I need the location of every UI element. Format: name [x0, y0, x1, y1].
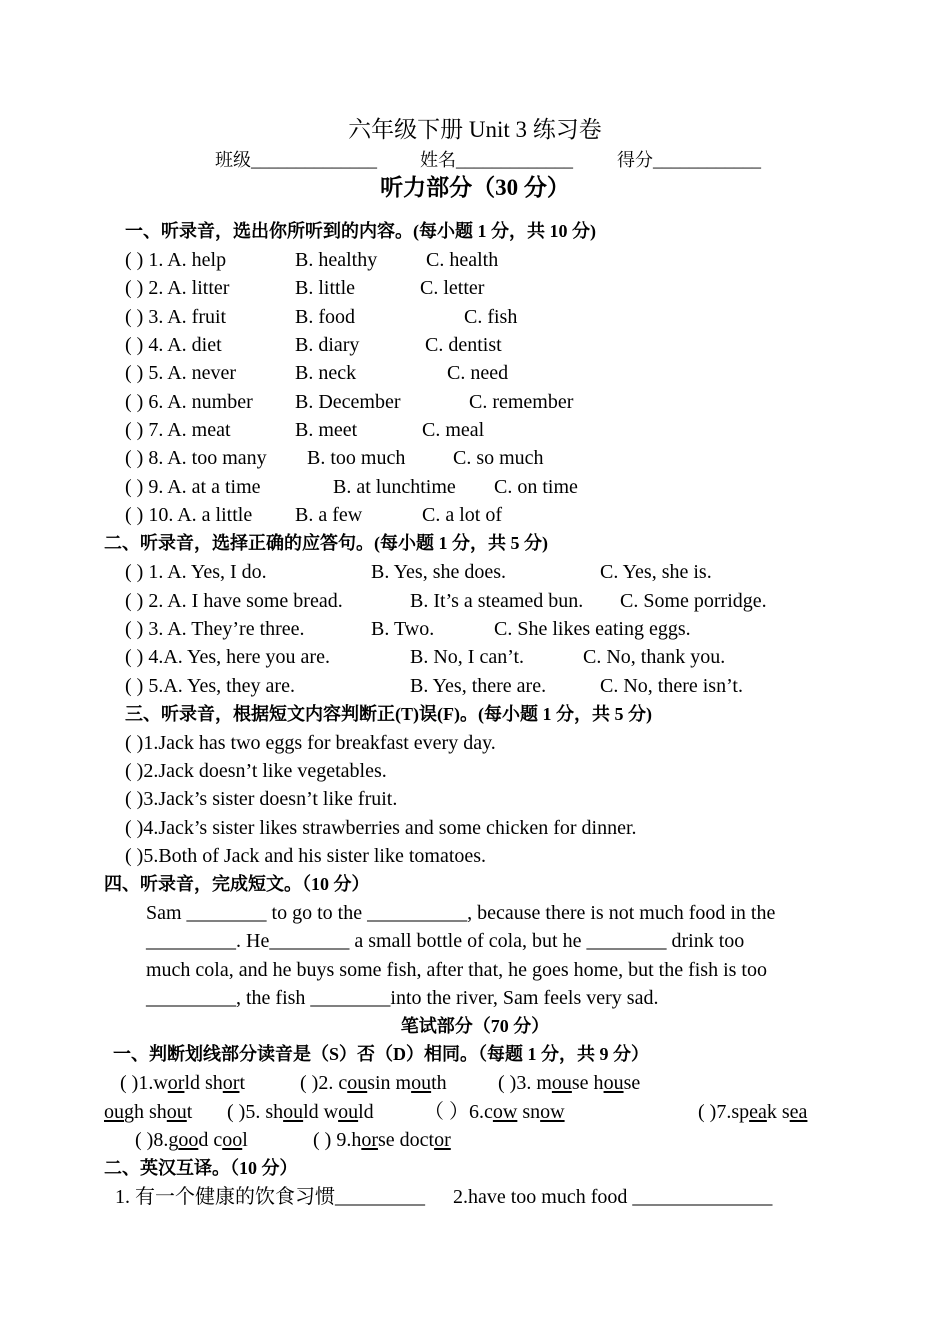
s1-q2-c: C. letter [420, 277, 485, 299]
s3-q2[interactable]: ( )2.Jack doesn’t like vegetables. [125, 760, 387, 782]
s2-q3-b: B. Two. [371, 618, 435, 640]
s3-q4[interactable]: ( )4.Jack’s sister likes strawberries and some chicken for dinner. [125, 817, 637, 839]
s3-q3[interactable]: ( )3.Jack’s sister doesn’t like fruit. [125, 788, 398, 810]
w2-q2[interactable]: 2.have too much food ______________ [453, 1186, 773, 1208]
section4-heading: 四、听录音，完成短文。（10 分） [104, 874, 370, 894]
s1-q10[interactable]: ( ) 10. A. a little [125, 504, 253, 526]
w1-q1[interactable]: ( )1.world short [120, 1072, 246, 1094]
s1-q9-b: B. at lunchtime [333, 476, 456, 498]
w1-q8[interactable]: ( )8.good cool [135, 1129, 248, 1151]
s1-q10-c: C. a lot of [422, 504, 502, 526]
s1-q3-c: C. fish [464, 306, 518, 328]
s2-q2-c: C. Some porridge. [620, 590, 767, 612]
s2-q4[interactable]: ( ) 4.A. Yes, here you are. [125, 646, 330, 668]
s4-line3: much cola, and he buys some fish, after that, he goes home, but the fish is too [146, 959, 767, 981]
s1-q7[interactable]: ( ) 7. A. meat [125, 419, 231, 441]
s1-q4[interactable]: ( ) 4. A. diet [125, 334, 222, 356]
s1-q2[interactable]: ( ) 2. A. litter [125, 277, 230, 299]
s4-line1[interactable]: Sam ________ to go to the __________, because there is not much food in the [146, 902, 776, 924]
s1-q2-b: B. little [295, 277, 355, 299]
s4-line4[interactable]: _________, the fish ________into the river, Sam feels very sad. [146, 987, 659, 1009]
s1-q9[interactable]: ( ) 9. A. at a time [125, 476, 261, 498]
s2-q1-c: C. Yes, she is. [600, 561, 712, 583]
s1-q6-c: C. remember [469, 391, 574, 413]
w1-q7[interactable]: ( )7.speak sea [698, 1101, 808, 1123]
w1-q2[interactable]: ( )2. cousin mouth [300, 1072, 447, 1094]
s3-q5[interactable]: ( )5.Both of Jack and his sister like tomatoes. [125, 845, 487, 867]
section3-heading: 三、听录音，根据短文内容判断正(T)误(F)。(每小题 1 分，共 5 分) [125, 704, 652, 724]
s3-q1[interactable]: ( )1.Jack has two eggs for breakfast every day. [125, 732, 496, 754]
s1-q4-b: B. diary [295, 334, 360, 356]
s1-q6-b: B. December [295, 391, 401, 413]
s2-q5-c: C. No, there isn’t. [600, 675, 743, 697]
page-title: 六年级下册 Unit 3 练习卷 [348, 117, 602, 142]
s2-q5[interactable]: ( ) 5.A. Yes, they are. [125, 675, 295, 697]
w1-q3[interactable]: ( )3. mouse house [498, 1072, 641, 1094]
s2-q1-b: B. Yes, she does. [371, 561, 507, 583]
s2-q5-b: B. Yes, there are. [410, 675, 547, 697]
s1-q3-b: B. food [295, 306, 355, 328]
score-field[interactable]: 得分____________ [617, 150, 761, 170]
s1-q1-b: B. healthy [295, 249, 378, 271]
s1-q9-c: C. on time [494, 476, 578, 498]
s1-q8[interactable]: ( ) 8. A. too many [125, 447, 267, 469]
s2-q4-b: B. No, I can’t. [410, 646, 525, 668]
written-part-title: 笔试部分（70 分） [400, 1016, 550, 1036]
written2-heading: 二、英汉互译。（10 分） [104, 1158, 298, 1178]
name-field[interactable]: 姓名_____________ [420, 150, 573, 170]
listening-part-title: 听力部分（30 分） [380, 175, 570, 200]
s1-q8-b: B. too much [307, 447, 406, 469]
s2-q3-c: C. She likes eating eggs. [494, 618, 691, 640]
s2-q4-c: C. No, thank you. [583, 646, 726, 668]
section1-heading: 一、听录音，选出你所听到的内容。(每小题 1 分，共 10 分) [125, 221, 596, 241]
w1-q4: ough shout [104, 1101, 193, 1123]
written1-heading: 一、判断划线部分读音是（S）否（D）相同。（每题 1 分，共 9 分） [113, 1044, 650, 1064]
w2-q1[interactable]: 1. 有一个健康的饮食习惯_________ [115, 1186, 425, 1208]
s1-q6[interactable]: ( ) 6. A. number [125, 391, 253, 413]
s1-q3[interactable]: ( ) 3. A. fruit [125, 306, 227, 328]
s2-q3[interactable]: ( ) 3. A. They’re three. [125, 618, 305, 640]
s1-q8-c: C. so much [453, 447, 544, 469]
s2-q1[interactable]: ( ) 1. A. Yes, I do. [125, 561, 267, 583]
section2-heading: 二、听录音，选择正确的应答句。(每小题 1 分，共 5 分) [104, 533, 548, 553]
s1-q1-c: C. health [426, 249, 499, 271]
s1-q5[interactable]: ( ) 5. A. never [125, 362, 237, 384]
s2-q2-b: B. It’s a steamed bun. [410, 590, 584, 612]
w1-q5[interactable]: ( )5. should would [227, 1101, 374, 1123]
s1-q4-c: C. dentist [425, 334, 502, 356]
s1-q1[interactable]: ( ) 1. A. help [125, 249, 227, 271]
s1-q7-c: C. meal [422, 419, 485, 441]
w1-q6[interactable]: （ ）6.cow snow [424, 1101, 565, 1123]
s2-q2[interactable]: ( ) 2. A. I have some bread. [125, 590, 343, 612]
s1-q10-b: B. a few [295, 504, 363, 526]
w1-q9[interactable]: ( ) 9.horse doctor [313, 1129, 451, 1151]
s4-line2[interactable]: _________. He________ a small bottle of cola, but he ________ drink too [146, 930, 745, 952]
class-field[interactable]: 班级______________ [215, 150, 377, 170]
s1-q5-c: C. need [447, 362, 509, 384]
s1-q7-b: B. meet [295, 419, 358, 441]
s1-q5-b: B. neck [295, 362, 357, 384]
